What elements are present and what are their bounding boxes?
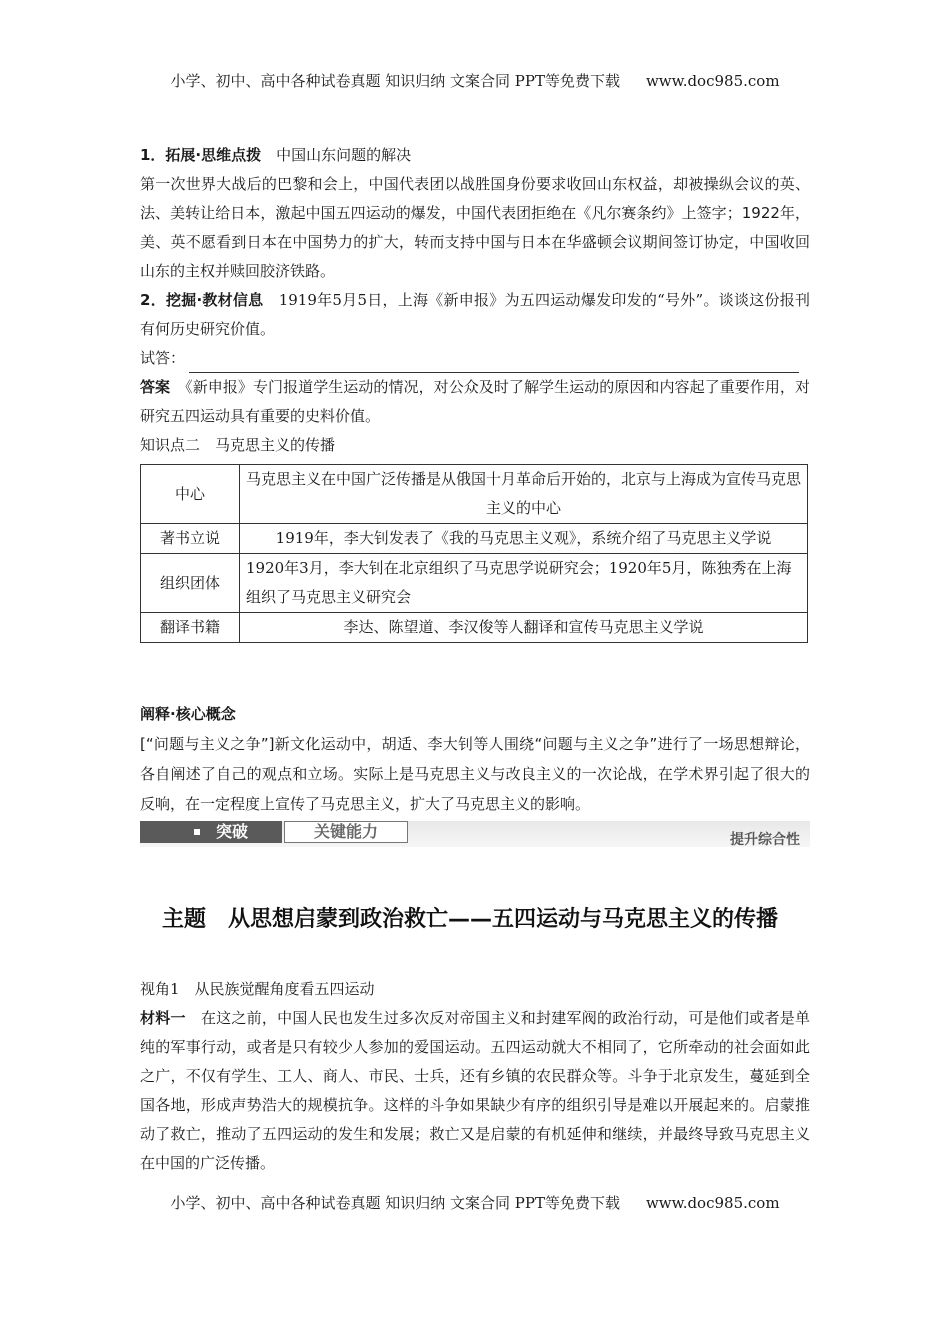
footer-site: www.doc985.com bbox=[645, 1194, 780, 1212]
concept-title: 阐释·核心概念 bbox=[140, 705, 236, 723]
row-label: 翻译书籍 bbox=[141, 613, 240, 643]
knowledge-table bbox=[140, 464, 808, 643]
row-text: 1919年，李大钊发表了《我的马克思主义观》，系统介绍了马克思主义学说 bbox=[240, 524, 808, 554]
knowledge-title: 知识点二 马克思主义的传播 bbox=[140, 436, 336, 454]
topic-title: 主题 从思想启蒙到政治救亡——五四运动与马克思主义的传播 bbox=[162, 907, 779, 932]
banner-tag-primary: 突破 bbox=[140, 821, 282, 843]
section-view1 bbox=[140, 975, 810, 1178]
page-footer bbox=[0, 1192, 950, 1213]
row-label: 著书立说 bbox=[141, 524, 240, 554]
footer-text: 小学、初中、高中各种试卷真题 知识归纳 文案合同 PPT等免费下载 bbox=[170, 1194, 620, 1212]
row-text: 1920年3月，李大钊在北京组织了马克思学说研究会；1920年5月，陈独秀在上海组织了马克思主义研究会 bbox=[240, 554, 808, 613]
page-header bbox=[0, 70, 950, 91]
answer-text: 《新申报》专门报道学生运动的情况，对公众及时了解学生运动的原因和内容起了重要作用，对研究五四运动具有重要的史料价值。 bbox=[140, 378, 810, 425]
section-banner bbox=[140, 821, 810, 847]
section2-question: 1919年5月5日，上海《新申报》为五四运动爆发印发的“号外”。谈谈这份报刊有何历史研究价值。 bbox=[140, 291, 810, 338]
header-text: 小学、初中、高中各种试卷真题 知识归纳 文案合同 PPT等免费下载 bbox=[170, 72, 620, 90]
row-label: 组织团体 bbox=[141, 554, 240, 613]
section1-body: 第一次世界大战后的巴黎和会上，中国代表团以战胜国身份要求收回山东权益，却被操纵会议的英、法、美转让给日本，激起中国五四运动的爆发，中国代表团拒绝在《凡尔赛条约》上签字；1922年，美、英不愿看到日本在中国势力的扩大，转而支持中国与日本在华盛顿会议期间签订协定，中国收回山东的主权并赎回胶济铁路。 bbox=[140, 175, 810, 280]
table-row bbox=[141, 465, 808, 524]
section2-label: 2．挖掘·教材信息 bbox=[140, 291, 264, 309]
concept-body: [“问题与主义之争”]新文化运动中，胡适、李大钊等人围绕“问题与主义之争”进行了一场思想辩论，各自阐述了自己的观点和立场。实际上是马克思主义与改良主义的一次论战，在学术界引起了很大的反响，在一定程度上宣传了马克思主义，扩大了马克思主义的影响。 bbox=[140, 735, 810, 813]
square-bullet-icon bbox=[194, 829, 200, 835]
row-text: 马克思主义在中国广泛传播是从俄国十月革命后开始的，北京与上海成为宣传马克思主义的中心 bbox=[240, 465, 808, 524]
try-label: 试答： bbox=[140, 349, 186, 367]
section1-title: 中国山东问题的解决 bbox=[276, 146, 412, 164]
view1-title: 视角1 从民族觉醒角度看五四运动 bbox=[140, 980, 375, 998]
row-text: 李达、陈望道、李汉俊等人翻译和宣传马克思主义学说 bbox=[240, 613, 808, 643]
material-label: 材料一 bbox=[140, 1009, 186, 1027]
table-row bbox=[141, 524, 808, 554]
answer-label: 答案 bbox=[140, 378, 171, 396]
banner-right-text: 提升综合性 bbox=[730, 832, 800, 848]
table-row bbox=[141, 613, 808, 643]
material-text: 在这之前，中国人民也发生过多次反对帝国主义和封建军阀的政治行动，可是他们或者是单纯的军事行动，或者是只有较少人参加的爱国运动。五四运动就大不相同了，它所牵动的社会面如此之广，不仅有学生、工人、商人、市民、士兵，还有乡镇的农民群众等。斗争于北京发生，蔓延到全国各地，形成声势浩大的规模抗争。这样的斗争如果缺少有序的组织引导是难以开展起来的。启蒙推动了救亡，推动了五四运动的发生和发展；救亡又是启蒙的有机延伸和继续，并最终导致马克思主义在中国的广泛传播。 bbox=[140, 1009, 810, 1172]
row-label: 中心 bbox=[141, 465, 240, 524]
section-expand bbox=[140, 141, 810, 643]
banner-tag-secondary: 关键能力 bbox=[284, 821, 408, 843]
answer-blank[interactable] bbox=[189, 358, 799, 373]
header-site: www.doc985.com bbox=[645, 72, 780, 90]
section-concept bbox=[140, 700, 810, 819]
section1-label: 1．拓展·思维点拨 bbox=[140, 146, 262, 164]
table-row bbox=[141, 554, 808, 613]
